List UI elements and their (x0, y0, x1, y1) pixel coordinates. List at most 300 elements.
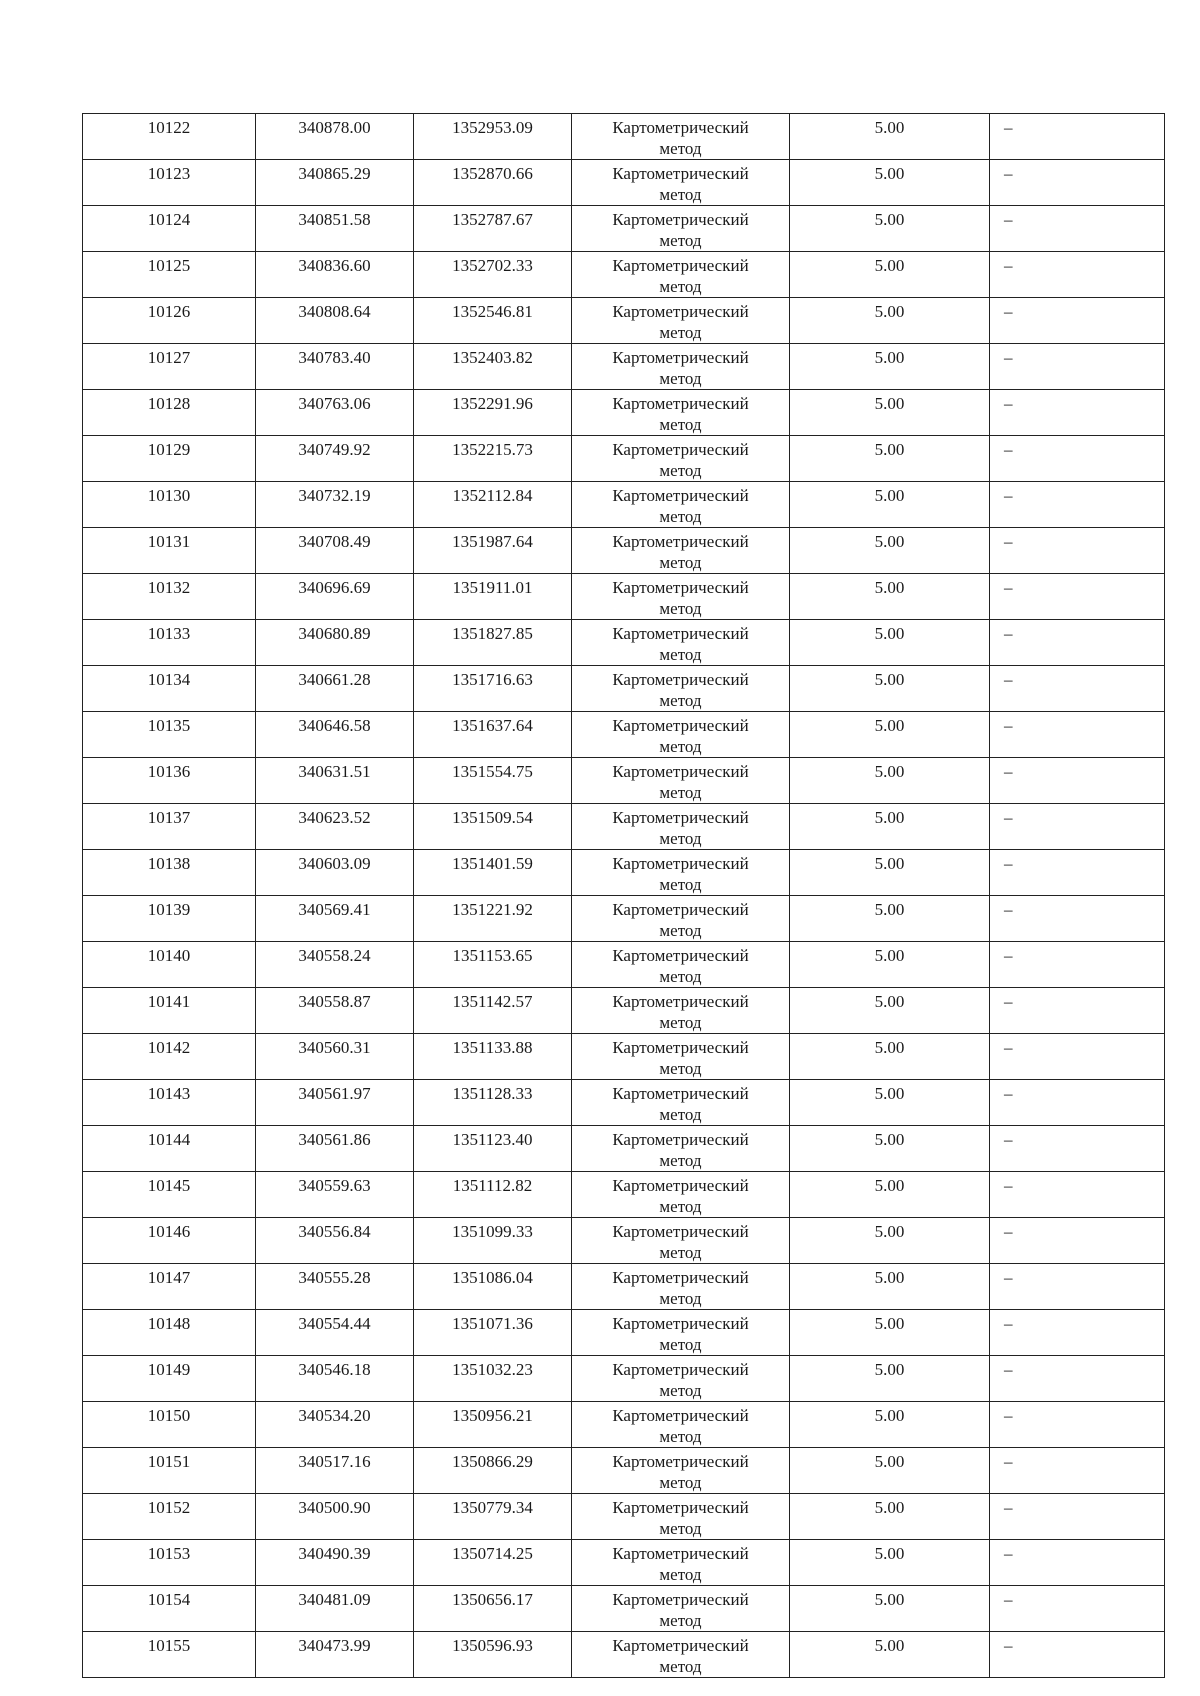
table-row (83, 1402, 1165, 1448)
x-coordinate-cell: 340708.49 (256, 528, 414, 574)
method-line: Картометрический (612, 992, 749, 1011)
accuracy-cell: 5.00 (790, 574, 990, 620)
note-cell: – (990, 1218, 1165, 1264)
note-cell: – (990, 942, 1165, 988)
method-line: метод (659, 277, 702, 296)
x-coordinate-cell: 340808.64 (256, 298, 414, 344)
table-row (83, 758, 1165, 804)
table-row (83, 206, 1165, 252)
accuracy-cell: 5.00 (790, 528, 990, 574)
x-coordinate-cell: 340851.58 (256, 206, 414, 252)
table-row (83, 298, 1165, 344)
point-id-cell: 10138 (83, 850, 256, 896)
accuracy-cell: 5.00 (790, 1356, 990, 1402)
x-coordinate-cell: 340517.16 (256, 1448, 414, 1494)
point-id-cell: 10133 (83, 620, 256, 666)
x-coordinate-cell: 340534.20 (256, 1402, 414, 1448)
y-coordinate-cell: 1351133.88 (414, 1034, 572, 1080)
point-id-cell: 10154 (83, 1586, 256, 1632)
note-cell: – (990, 804, 1165, 850)
point-id-cell: 10141 (83, 988, 256, 1034)
x-coordinate-cell: 340878.00 (256, 114, 414, 160)
note-cell: – (990, 712, 1165, 758)
accuracy-cell: 5.00 (790, 620, 990, 666)
table-row (83, 1172, 1165, 1218)
x-coordinate-cell: 340763.06 (256, 390, 414, 436)
y-coordinate-cell: 1352112.84 (414, 482, 572, 528)
x-coordinate-cell: 340558.87 (256, 988, 414, 1034)
y-coordinate-cell: 1350956.21 (414, 1402, 572, 1448)
table-row (83, 1126, 1165, 1172)
table-row (83, 1080, 1165, 1126)
note-cell: – (990, 114, 1165, 160)
method-line: метод (659, 1335, 702, 1354)
accuracy-cell: 5.00 (790, 1632, 990, 1678)
method-line: Картометрический (612, 532, 749, 551)
method-cell (572, 1402, 790, 1448)
method-line: Картометрический (612, 440, 749, 459)
method-line: метод (659, 737, 702, 756)
y-coordinate-cell: 1351086.04 (414, 1264, 572, 1310)
method-line: метод (659, 1657, 702, 1676)
accuracy-cell: 5.00 (790, 988, 990, 1034)
accuracy-cell: 5.00 (790, 804, 990, 850)
method-line: Картометрический (612, 394, 749, 413)
point-id-cell: 10150 (83, 1402, 256, 1448)
x-coordinate-cell: 340490.39 (256, 1540, 414, 1586)
point-id-cell: 10131 (83, 528, 256, 574)
table-row (83, 1448, 1165, 1494)
table-row (83, 1540, 1165, 1586)
method-line: Картометрический (612, 808, 749, 827)
accuracy-cell: 5.00 (790, 344, 990, 390)
y-coordinate-cell: 1351123.40 (414, 1126, 572, 1172)
x-coordinate-cell: 340646.58 (256, 712, 414, 758)
y-coordinate-cell: 1352787.67 (414, 206, 572, 252)
accuracy-cell: 5.00 (790, 206, 990, 252)
note-cell: – (990, 1310, 1165, 1356)
method-cell (572, 850, 790, 896)
method-line: Картометрический (612, 118, 749, 137)
note-cell: – (990, 1448, 1165, 1494)
method-cell (572, 1448, 790, 1494)
x-coordinate-cell: 340836.60 (256, 252, 414, 298)
method-cell (572, 252, 790, 298)
method-line: Картометрический (612, 1452, 749, 1471)
table-row (83, 1586, 1165, 1632)
method-line: метод (659, 1381, 702, 1400)
accuracy-cell: 5.00 (790, 758, 990, 804)
y-coordinate-cell: 1351032.23 (414, 1356, 572, 1402)
table-row (83, 712, 1165, 758)
x-coordinate-cell: 340732.19 (256, 482, 414, 528)
note-cell: – (990, 206, 1165, 252)
table-row (83, 1264, 1165, 1310)
note-cell: – (990, 850, 1165, 896)
note-cell: – (990, 436, 1165, 482)
y-coordinate-cell: 1351987.64 (414, 528, 572, 574)
point-id-cell: 10152 (83, 1494, 256, 1540)
note-cell: – (990, 1356, 1165, 1402)
point-id-cell: 10151 (83, 1448, 256, 1494)
coordinates-sheet (82, 113, 1164, 1678)
note-cell: – (990, 1034, 1165, 1080)
note-cell: – (990, 758, 1165, 804)
table-row (83, 160, 1165, 206)
note-cell: – (990, 1264, 1165, 1310)
table-row (83, 574, 1165, 620)
method-line: Картометрический (612, 854, 749, 873)
point-id-cell: 10137 (83, 804, 256, 850)
method-line: Картометрический (612, 762, 749, 781)
note-cell: – (990, 1402, 1165, 1448)
accuracy-cell: 5.00 (790, 1540, 990, 1586)
note-cell: – (990, 1172, 1165, 1218)
note-cell: – (990, 160, 1165, 206)
x-coordinate-cell: 340569.41 (256, 896, 414, 942)
y-coordinate-cell: 1352870.66 (414, 160, 572, 206)
y-coordinate-cell: 1350596.93 (414, 1632, 572, 1678)
y-coordinate-cell: 1350866.29 (414, 1448, 572, 1494)
method-cell (572, 344, 790, 390)
method-line: метод (659, 875, 702, 894)
x-coordinate-cell: 340546.18 (256, 1356, 414, 1402)
y-coordinate-cell: 1352403.82 (414, 344, 572, 390)
note-cell: – (990, 298, 1165, 344)
y-coordinate-cell: 1351221.92 (414, 896, 572, 942)
accuracy-cell: 5.00 (790, 1126, 990, 1172)
point-id-cell: 10126 (83, 298, 256, 344)
y-coordinate-cell: 1351509.54 (414, 804, 572, 850)
point-id-cell: 10122 (83, 114, 256, 160)
method-line: метод (659, 139, 702, 158)
method-line: метод (659, 1013, 702, 1032)
accuracy-cell: 5.00 (790, 850, 990, 896)
table-row (83, 850, 1165, 896)
method-cell (572, 666, 790, 712)
method-cell (572, 298, 790, 344)
method-cell (572, 114, 790, 160)
note-cell: – (990, 1586, 1165, 1632)
table-body (83, 114, 1165, 1678)
x-coordinate-cell: 340554.44 (256, 1310, 414, 1356)
table-row (83, 1310, 1165, 1356)
x-coordinate-cell: 340555.28 (256, 1264, 414, 1310)
x-coordinate-cell: 340661.28 (256, 666, 414, 712)
method-line: метод (659, 553, 702, 572)
note-cell: – (990, 252, 1165, 298)
method-line: Картометрический (612, 716, 749, 735)
x-coordinate-cell: 340556.84 (256, 1218, 414, 1264)
method-cell (572, 804, 790, 850)
method-cell (572, 988, 790, 1034)
table-row (83, 482, 1165, 528)
method-cell (572, 712, 790, 758)
method-cell (572, 390, 790, 436)
y-coordinate-cell: 1352702.33 (414, 252, 572, 298)
method-cell (572, 1172, 790, 1218)
point-id-cell: 10136 (83, 758, 256, 804)
y-coordinate-cell: 1352546.81 (414, 298, 572, 344)
point-id-cell: 10147 (83, 1264, 256, 1310)
method-line: метод (659, 231, 702, 250)
table-row (83, 1034, 1165, 1080)
point-id-cell: 10153 (83, 1540, 256, 1586)
method-line: Картометрический (612, 1130, 749, 1149)
accuracy-cell: 5.00 (790, 482, 990, 528)
point-id-cell: 10129 (83, 436, 256, 482)
method-line: метод (659, 691, 702, 710)
method-line: Картометрический (612, 256, 749, 275)
point-id-cell: 10142 (83, 1034, 256, 1080)
y-coordinate-cell: 1351153.65 (414, 942, 572, 988)
method-line: Картометрический (612, 1406, 749, 1425)
note-cell: – (990, 574, 1165, 620)
accuracy-cell: 5.00 (790, 1448, 990, 1494)
method-line: Картометрический (612, 164, 749, 183)
method-line: метод (659, 645, 702, 664)
method-cell (572, 1632, 790, 1678)
y-coordinate-cell: 1351128.33 (414, 1080, 572, 1126)
note-cell: – (990, 344, 1165, 390)
y-coordinate-cell: 1351071.36 (414, 1310, 572, 1356)
point-id-cell: 10125 (83, 252, 256, 298)
method-line: метод (659, 921, 702, 940)
note-cell: – (990, 528, 1165, 574)
method-cell (572, 1080, 790, 1126)
method-cell (572, 206, 790, 252)
method-line: Картометрический (612, 1176, 749, 1195)
table-row (83, 436, 1165, 482)
point-id-cell: 10148 (83, 1310, 256, 1356)
x-coordinate-cell: 340558.24 (256, 942, 414, 988)
x-coordinate-cell: 340680.89 (256, 620, 414, 666)
table-row (83, 620, 1165, 666)
point-id-cell: 10135 (83, 712, 256, 758)
table-row (83, 1218, 1165, 1264)
method-line: метод (659, 1151, 702, 1170)
method-cell (572, 1356, 790, 1402)
y-coordinate-cell: 1350714.25 (414, 1540, 572, 1586)
method-line: Картометрический (612, 1038, 749, 1057)
point-id-cell: 10144 (83, 1126, 256, 1172)
note-cell: – (990, 1632, 1165, 1678)
table-row (83, 1632, 1165, 1678)
method-line: метод (659, 1565, 702, 1584)
point-id-cell: 10130 (83, 482, 256, 528)
point-id-cell: 10134 (83, 666, 256, 712)
method-line: метод (659, 1611, 702, 1630)
method-line: метод (659, 599, 702, 618)
table-row (83, 666, 1165, 712)
x-coordinate-cell: 340865.29 (256, 160, 414, 206)
method-line: Картометрический (612, 210, 749, 229)
x-coordinate-cell: 340623.52 (256, 804, 414, 850)
table-row (83, 942, 1165, 988)
x-coordinate-cell: 340603.09 (256, 850, 414, 896)
y-coordinate-cell: 1351637.64 (414, 712, 572, 758)
y-coordinate-cell: 1351099.33 (414, 1218, 572, 1264)
x-coordinate-cell: 340560.31 (256, 1034, 414, 1080)
method-cell (572, 436, 790, 482)
x-coordinate-cell: 340561.86 (256, 1126, 414, 1172)
method-line: Картометрический (612, 900, 749, 919)
note-cell: – (990, 482, 1165, 528)
note-cell: – (990, 1540, 1165, 1586)
accuracy-cell: 5.00 (790, 1494, 990, 1540)
method-line: Картометрический (612, 1268, 749, 1287)
method-cell (572, 1126, 790, 1172)
note-cell: – (990, 1126, 1165, 1172)
point-id-cell: 10127 (83, 344, 256, 390)
method-line: метод (659, 1243, 702, 1262)
accuracy-cell: 5.00 (790, 436, 990, 482)
method-line: Картометрический (612, 486, 749, 505)
method-line: метод (659, 323, 702, 342)
y-coordinate-cell: 1351142.57 (414, 988, 572, 1034)
point-id-cell: 10128 (83, 390, 256, 436)
x-coordinate-cell: 340749.92 (256, 436, 414, 482)
method-cell (572, 160, 790, 206)
x-coordinate-cell: 340631.51 (256, 758, 414, 804)
accuracy-cell: 5.00 (790, 114, 990, 160)
coordinates-table (82, 113, 1165, 1678)
x-coordinate-cell: 340473.99 (256, 1632, 414, 1678)
y-coordinate-cell: 1351112.82 (414, 1172, 572, 1218)
table-row (83, 528, 1165, 574)
y-coordinate-cell: 1352291.96 (414, 390, 572, 436)
y-coordinate-cell: 1352215.73 (414, 436, 572, 482)
method-line: метод (659, 1473, 702, 1492)
method-line: метод (659, 1519, 702, 1538)
accuracy-cell: 5.00 (790, 896, 990, 942)
method-line: метод (659, 507, 702, 526)
method-line: метод (659, 1105, 702, 1124)
method-cell (572, 1494, 790, 1540)
method-line: Картометрический (612, 1314, 749, 1333)
note-cell: – (990, 988, 1165, 1034)
accuracy-cell: 5.00 (790, 1080, 990, 1126)
y-coordinate-cell: 1350656.17 (414, 1586, 572, 1632)
accuracy-cell: 5.00 (790, 1310, 990, 1356)
note-cell: – (990, 1080, 1165, 1126)
x-coordinate-cell: 340559.63 (256, 1172, 414, 1218)
y-coordinate-cell: 1351401.59 (414, 850, 572, 896)
method-line: метод (659, 783, 702, 802)
point-id-cell: 10155 (83, 1632, 256, 1678)
method-line: Картометрический (612, 1084, 749, 1103)
method-line: метод (659, 1197, 702, 1216)
method-line: Картометрический (612, 1636, 749, 1655)
note-cell: – (990, 666, 1165, 712)
point-id-cell: 10149 (83, 1356, 256, 1402)
table-row (83, 1494, 1165, 1540)
accuracy-cell: 5.00 (790, 1218, 990, 1264)
point-id-cell: 10124 (83, 206, 256, 252)
method-line: метод (659, 185, 702, 204)
method-cell (572, 1586, 790, 1632)
method-line: Картометрический (612, 1544, 749, 1563)
accuracy-cell: 5.00 (790, 1172, 990, 1218)
table-row (83, 114, 1165, 160)
point-id-cell: 10140 (83, 942, 256, 988)
method-line: Картометрический (612, 348, 749, 367)
method-cell (572, 620, 790, 666)
method-line: метод (659, 369, 702, 388)
method-cell (572, 528, 790, 574)
method-line: Картометрический (612, 946, 749, 965)
method-line: метод (659, 1427, 702, 1446)
point-id-cell: 10139 (83, 896, 256, 942)
method-line: метод (659, 415, 702, 434)
y-coordinate-cell: 1350779.34 (414, 1494, 572, 1540)
table-row (83, 988, 1165, 1034)
y-coordinate-cell: 1351716.63 (414, 666, 572, 712)
accuracy-cell: 5.00 (790, 160, 990, 206)
method-line: Картометрический (612, 302, 749, 321)
x-coordinate-cell: 340500.90 (256, 1494, 414, 1540)
method-cell (572, 482, 790, 528)
table-row (83, 1356, 1165, 1402)
accuracy-cell: 5.00 (790, 942, 990, 988)
method-cell (572, 758, 790, 804)
x-coordinate-cell: 340696.69 (256, 574, 414, 620)
note-cell: – (990, 1494, 1165, 1540)
table-row (83, 804, 1165, 850)
table-row (83, 896, 1165, 942)
y-coordinate-cell: 1351554.75 (414, 758, 572, 804)
accuracy-cell: 5.00 (790, 1402, 990, 1448)
method-line: Картометрический (612, 624, 749, 643)
method-cell (572, 1264, 790, 1310)
x-coordinate-cell: 340561.97 (256, 1080, 414, 1126)
accuracy-cell: 5.00 (790, 252, 990, 298)
method-cell (572, 1034, 790, 1080)
method-line: метод (659, 1289, 702, 1308)
method-line: Картометрический (612, 578, 749, 597)
accuracy-cell: 5.00 (790, 1034, 990, 1080)
note-cell: – (990, 390, 1165, 436)
point-id-cell: 10146 (83, 1218, 256, 1264)
y-coordinate-cell: 1351911.01 (414, 574, 572, 620)
note-cell: – (990, 620, 1165, 666)
x-coordinate-cell: 340481.09 (256, 1586, 414, 1632)
y-coordinate-cell: 1351827.85 (414, 620, 572, 666)
method-cell (572, 896, 790, 942)
method-line: Картометрический (612, 1498, 749, 1517)
table-row (83, 390, 1165, 436)
note-cell: – (990, 896, 1165, 942)
accuracy-cell: 5.00 (790, 390, 990, 436)
table-row (83, 252, 1165, 298)
method-line: метод (659, 1059, 702, 1078)
accuracy-cell: 5.00 (790, 298, 990, 344)
point-id-cell: 10123 (83, 160, 256, 206)
method-line: Картометрический (612, 670, 749, 689)
accuracy-cell: 5.00 (790, 1586, 990, 1632)
table-row (83, 344, 1165, 390)
accuracy-cell: 5.00 (790, 1264, 990, 1310)
method-cell (572, 1218, 790, 1264)
y-coordinate-cell: 1352953.09 (414, 114, 572, 160)
method-cell (572, 942, 790, 988)
method-line: метод (659, 461, 702, 480)
accuracy-cell: 5.00 (790, 712, 990, 758)
method-line: Картометрический (612, 1590, 749, 1609)
method-line: метод (659, 967, 702, 986)
method-cell (572, 1540, 790, 1586)
method-line: Картометрический (612, 1360, 749, 1379)
